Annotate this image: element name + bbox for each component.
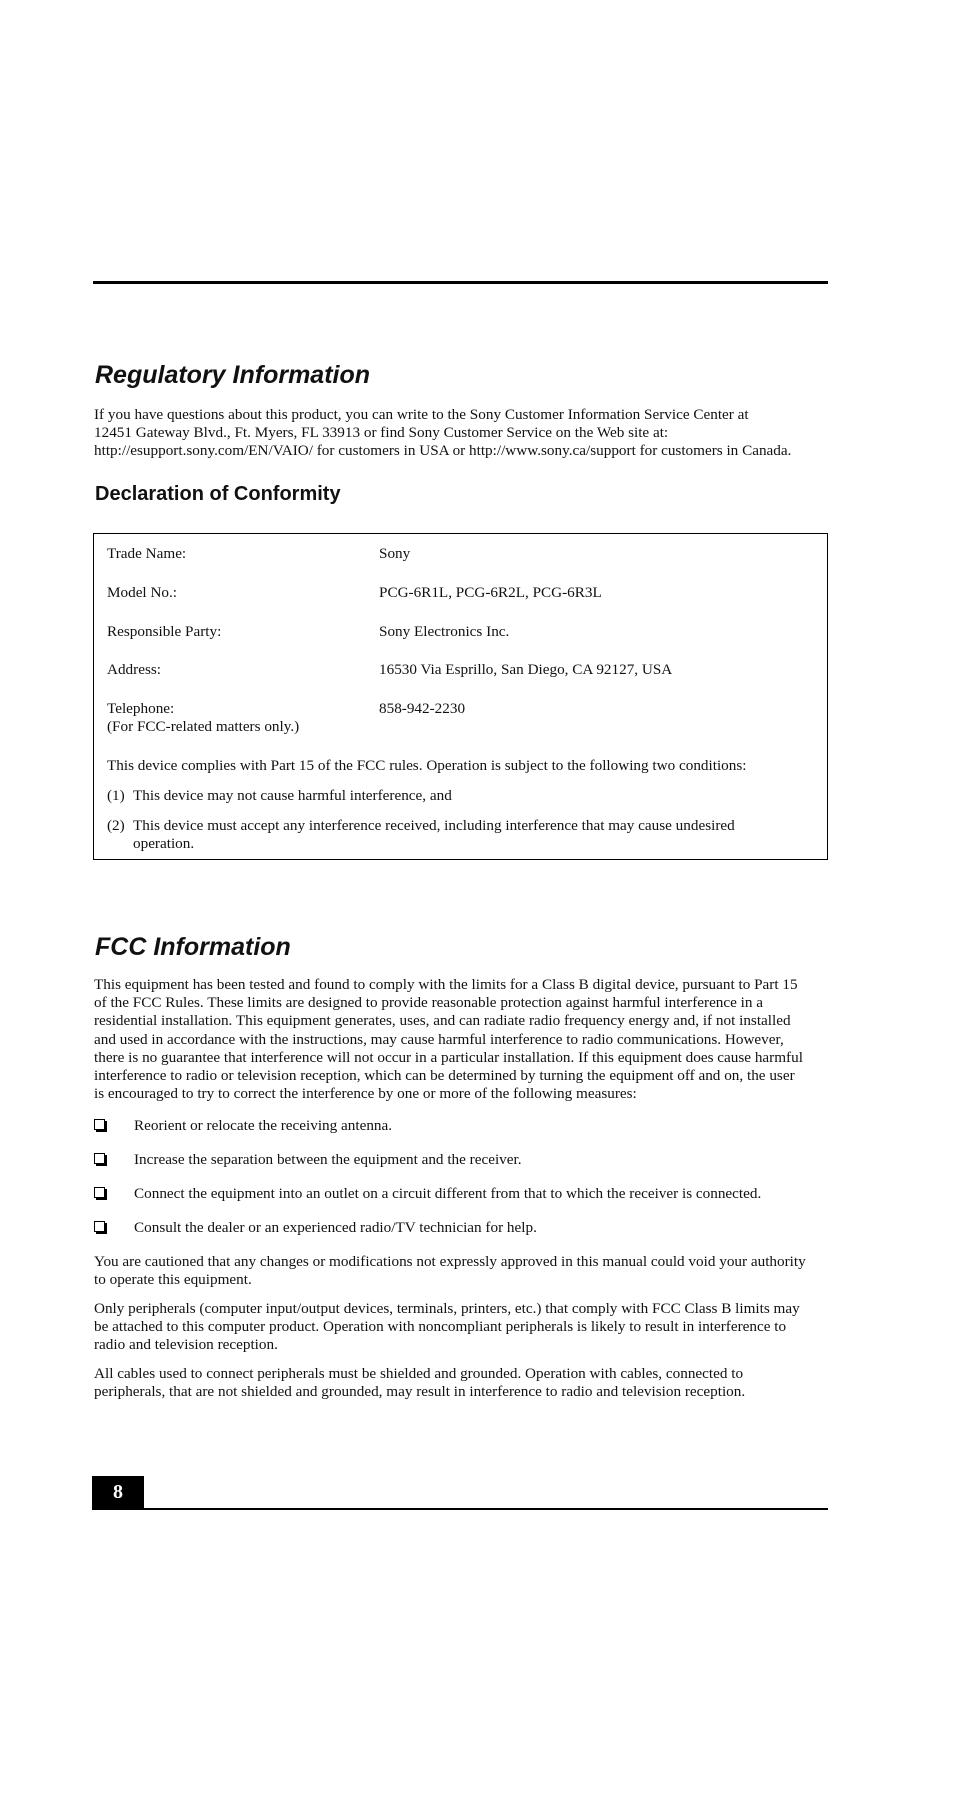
declaration-box bbox=[93, 533, 828, 860]
checkbox-bullet-icon bbox=[94, 1119, 105, 1130]
checkbox-bullet-icon bbox=[94, 1153, 105, 1164]
fcc-line: be attached to this computer product. Operation with noncompliant peripherals is likely to result in interference to bbox=[94, 1318, 787, 1336]
fcc-line: and used in accordance with the instructions, may cause harmful interference to radio communications. However, bbox=[94, 1030, 784, 1048]
compliance-statement: This device complies with Part 15 of the FCC rules. Operation is subject to the following two conditions: bbox=[107, 757, 747, 774]
fcc-paragraph-1 bbox=[94, 976, 834, 1103]
condition-text: This device may not cause harmful interference, and bbox=[133, 787, 452, 804]
intro-line: 12451 Gateway Blvd., Ft. Myers, FL 33913 or find Sony Customer Service on the Web site at: bbox=[94, 424, 669, 442]
top-rule bbox=[93, 281, 828, 284]
measure-item bbox=[94, 1117, 834, 1135]
condition-text-continued: operation. bbox=[133, 835, 195, 853]
regulatory-title: Regulatory Information bbox=[95, 361, 371, 389]
measure-text: Connect the equipment into an outlet on a circuit different from that to which the receiver is connected. bbox=[134, 1185, 762, 1202]
address-value: 16530 Via Esprillo, San Diego, CA 92127, USA bbox=[379, 661, 673, 678]
fcc-line: of the FCC Rules. These limits are designed to provide reasonable protection against harmful interference in a bbox=[94, 994, 764, 1012]
regulatory-intro bbox=[94, 406, 834, 461]
telephone-note: (For FCC-related matters only.) bbox=[107, 718, 300, 735]
fcc-line: residential installation. This equipment generates, uses, and can radiate radio frequency energy and, if not installed bbox=[94, 1012, 791, 1030]
responsible-party-value: Sony Electronics Inc. bbox=[379, 623, 510, 640]
condition-1 bbox=[107, 787, 807, 805]
trade-name-label: Trade Name: bbox=[107, 545, 187, 562]
declaration-title: Declaration of Conformity bbox=[95, 483, 341, 505]
condition-2 bbox=[107, 817, 807, 853]
condition-number: (2) bbox=[107, 817, 125, 834]
measure-item bbox=[94, 1151, 834, 1169]
fcc-line: peripherals, that are not shielded and grounded, may result in interference to radio and television reception. bbox=[94, 1383, 746, 1401]
model-no-label: Model No.: bbox=[107, 584, 178, 601]
fcc-title: FCC Information bbox=[95, 933, 291, 961]
fcc-line: interference to radio or television reception, which can be determined by turning the equipment off and on, the user bbox=[94, 1067, 795, 1085]
fcc-paragraph-2 bbox=[94, 1253, 834, 1289]
address-label: Address: bbox=[107, 661, 161, 678]
fcc-line: All cables used to connect peripherals must be shielded and grounded. Operation with cables, connected to bbox=[94, 1365, 744, 1382]
bottom-rule bbox=[92, 1508, 828, 1510]
measure-item bbox=[94, 1219, 834, 1237]
trade-name-value: Sony bbox=[379, 545, 411, 562]
responsible-party-label: Responsible Party: bbox=[107, 623, 222, 640]
fcc-line: This equipment has been tested and found to comply with the limits for a Class B digital device, pursuant to Part 15 bbox=[94, 976, 798, 993]
measure-text: Increase the separation between the equipment and the receiver. bbox=[134, 1151, 522, 1168]
fcc-line: Only peripherals (computer input/output devices, terminals, printers, etc.) that comply with FCC Class B limits may bbox=[94, 1300, 800, 1317]
fcc-paragraph-4 bbox=[94, 1365, 834, 1401]
measure-text: Consult the dealer or an experienced radio/TV technician for help. bbox=[134, 1219, 537, 1236]
fcc-line: there is no guarantee that interference will not occur in a particular installation. If this equipment does cause harmful bbox=[94, 1048, 803, 1066]
condition-number: (1) bbox=[107, 787, 125, 804]
intro-line: If you have questions about this product, you can write to the Sony Customer Information Service Center at bbox=[94, 406, 749, 423]
fcc-line: radio and television reception. bbox=[94, 1336, 278, 1354]
checkbox-bullet-icon bbox=[94, 1221, 105, 1232]
page-number: 8 bbox=[92, 1476, 144, 1509]
fcc-paragraph-3 bbox=[94, 1300, 834, 1355]
measure-text: Reorient or relocate the receiving antenna. bbox=[134, 1117, 393, 1134]
fcc-line: is encouraged to try to correct the interference by one or more of the following measures: bbox=[94, 1085, 637, 1103]
intro-line: http://esupport.sony.com/EN/VAIO/ for customers in USA or http://www.sony.ca/support for customers in Canada. bbox=[94, 442, 792, 460]
fcc-line: You are cautioned that any changes or modifications not expressly approved in this manual could void your authority bbox=[94, 1253, 806, 1270]
measure-item bbox=[94, 1185, 834, 1203]
checkbox-bullet-icon bbox=[94, 1187, 105, 1198]
telephone-label: Telephone: bbox=[107, 700, 175, 717]
telephone-value: 858-942-2230 bbox=[379, 700, 466, 717]
model-no-value: PCG-6R1L, PCG-6R2L, PCG-6R3L bbox=[379, 584, 602, 601]
fcc-line: to operate this equipment. bbox=[94, 1271, 252, 1289]
condition-text: This device must accept any interference received, including interference that may cause undesired bbox=[133, 817, 735, 834]
